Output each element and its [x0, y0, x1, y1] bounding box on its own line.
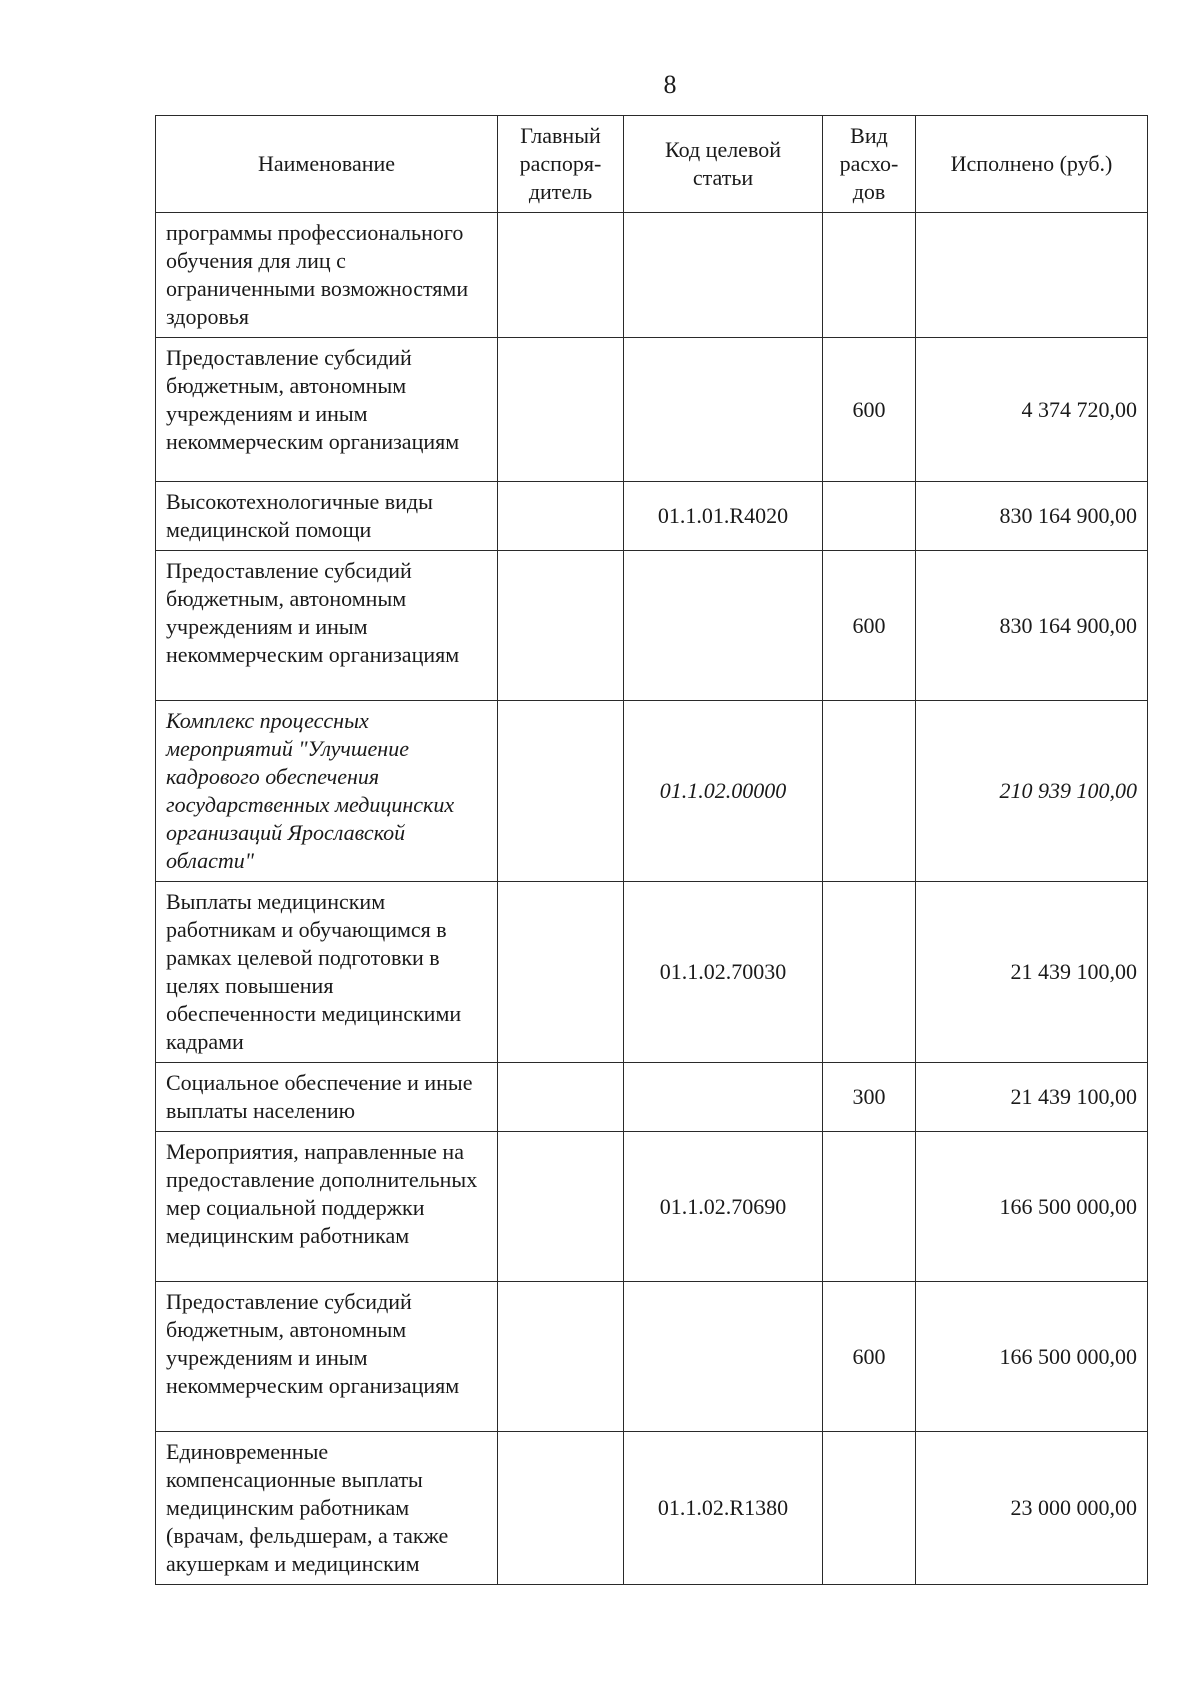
row-main-manager — [498, 1282, 624, 1432]
row-expense-type: 300 — [823, 1063, 916, 1132]
table-row — [156, 482, 1148, 551]
row-executed: 830 164 900,00 — [916, 551, 1148, 701]
row-target-code: 01.1.02.70030 — [624, 882, 823, 1063]
page-number: 8 — [663, 70, 677, 99]
header-expense-type: Вид расхо-дов — [823, 116, 916, 213]
header-executed: Исполнено (руб.) — [916, 116, 1148, 213]
row-name: Предоставление субсидий бюджетным, автономным учреждениям и иным некоммерческим организациям — [156, 551, 498, 701]
row-main-manager — [498, 338, 624, 482]
row-main-manager — [498, 213, 624, 338]
row-expense-type — [823, 1132, 916, 1282]
row-name: Комплекс процессных мероприятий "Улучшение кадрового обеспечения государственных медицинских организаций Ярославской области" — [156, 701, 498, 882]
row-name: Социальное обеспечение и иные выплаты населению — [156, 1063, 498, 1132]
table-row — [156, 882, 1148, 1063]
row-executed: 21 439 100,00 — [916, 1063, 1148, 1132]
row-name: Мероприятия, направленные на предоставление дополнительных мер социальной поддержки медицинским работникам — [156, 1132, 498, 1282]
row-executed: 210 939 100,00 — [916, 701, 1148, 882]
table-body — [156, 213, 1148, 1585]
table-row — [156, 1282, 1148, 1432]
row-main-manager — [498, 482, 624, 551]
table-row — [156, 551, 1148, 701]
row-main-manager — [498, 1132, 624, 1282]
table-row — [156, 1432, 1148, 1585]
row-name: Выплаты медицинским работникам и обучающимся в рамках целевой подготовки в целях повышения обеспеченности медицинскими кадрами — [156, 882, 498, 1063]
row-target-code — [624, 213, 823, 338]
row-main-manager — [498, 882, 624, 1063]
row-name: Предоставление субсидий бюджетным, автономным учреждениям и иным некоммерческим организациям — [156, 1282, 498, 1432]
row-target-code — [624, 1282, 823, 1432]
row-main-manager — [498, 1063, 624, 1132]
row-main-manager — [498, 551, 624, 701]
row-executed: 23 000 000,00 — [916, 1432, 1148, 1585]
row-main-manager — [498, 701, 624, 882]
header-main-manager: Главный распоря-дитель — [498, 116, 624, 213]
row-executed: 830 164 900,00 — [916, 482, 1148, 551]
row-target-code — [624, 338, 823, 482]
row-main-manager — [498, 1432, 624, 1585]
table-row — [156, 213, 1148, 338]
row-target-code — [624, 1063, 823, 1132]
row-name: программы профессионального обучения для лиц с ограниченными возможностями здоровья — [156, 213, 498, 338]
row-name: Высокотехнологичные виды медицинской помощи — [156, 482, 498, 551]
row-executed — [916, 213, 1148, 338]
row-executed: 4 374 720,00 — [916, 338, 1148, 482]
header-name: Наименование — [156, 116, 498, 213]
table-row — [156, 701, 1148, 882]
row-target-code: 01.1.02.00000 — [624, 701, 823, 882]
budget-execution-table — [155, 115, 1148, 1585]
row-name: Единовременные компенсационные выплаты медицинским работникам (врачам, фельдшерам, а также акушеркам и медицинским — [156, 1432, 498, 1585]
row-expense-type — [823, 1432, 916, 1585]
row-expense-type — [823, 482, 916, 551]
row-target-code: 01.1.01.R4020 — [624, 482, 823, 551]
row-target-code — [624, 551, 823, 701]
row-expense-type: 600 — [823, 1282, 916, 1432]
row-expense-type — [823, 213, 916, 338]
header-row — [156, 116, 1148, 213]
header-target-code: Код целевой статьи — [624, 116, 823, 213]
row-name: Предоставление субсидий бюджетным, автономным учреждениям и иным некоммерческим организациям — [156, 338, 498, 482]
row-executed: 166 500 000,00 — [916, 1282, 1148, 1432]
table-row — [156, 1132, 1148, 1282]
row-expense-type: 600 — [823, 551, 916, 701]
table-header — [156, 116, 1148, 213]
row-target-code: 01.1.02.70690 — [624, 1132, 823, 1282]
row-target-code: 01.1.02.R1380 — [624, 1432, 823, 1585]
row-executed: 166 500 000,00 — [916, 1132, 1148, 1282]
row-expense-type: 600 — [823, 338, 916, 482]
row-expense-type — [823, 701, 916, 882]
row-executed: 21 439 100,00 — [916, 882, 1148, 1063]
table-row — [156, 338, 1148, 482]
row-expense-type — [823, 882, 916, 1063]
table-row — [156, 1063, 1148, 1132]
